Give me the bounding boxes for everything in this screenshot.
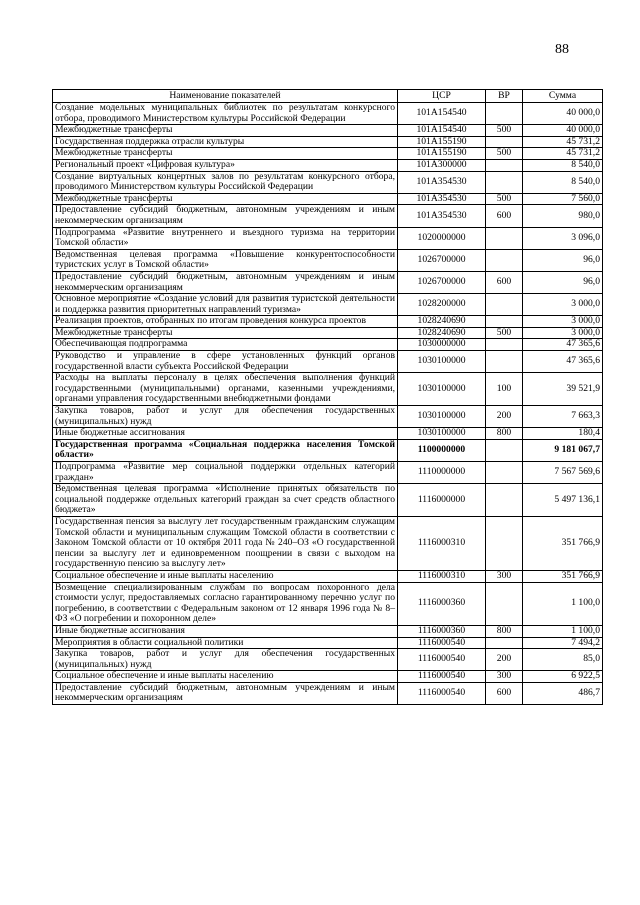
table-row bbox=[53, 649, 603, 671]
row-name-cell: Подпрограмма «Развитие внутреннего и въездного туризма на территории Томской области» bbox=[53, 227, 398, 249]
table-row bbox=[53, 484, 603, 517]
row-vr-cell: 500 bbox=[486, 327, 523, 339]
row-vr-cell: 600 bbox=[486, 682, 523, 704]
row-csr-cell: 1110000000 bbox=[398, 462, 486, 484]
header-csr: ЦСР bbox=[398, 90, 486, 103]
table-row bbox=[53, 671, 603, 683]
table-row bbox=[53, 193, 603, 205]
table-row bbox=[53, 406, 603, 428]
row-sum-cell: 6 922,5 bbox=[523, 671, 603, 683]
table-row bbox=[53, 682, 603, 704]
row-name-cell: Межбюджетные трансферты bbox=[53, 327, 398, 339]
row-name-cell: Предоставление субсидий бюджетным, автономным учреждениям и иным некоммерческим организациям bbox=[53, 271, 398, 293]
row-sum-cell: 7 560,0 bbox=[523, 193, 603, 205]
row-csr-cell: 1028240690 bbox=[398, 327, 486, 339]
header-vr: ВР bbox=[486, 90, 523, 103]
row-vr-cell: 500 bbox=[486, 148, 523, 160]
table-row bbox=[53, 327, 603, 339]
row-sum-cell: 45 731,2 bbox=[523, 136, 603, 148]
row-vr-cell: 300 bbox=[486, 570, 523, 582]
table-row bbox=[53, 136, 603, 148]
row-vr-cell: 500 bbox=[486, 193, 523, 205]
row-vr-cell bbox=[486, 316, 523, 328]
row-csr-cell: 1116000310 bbox=[398, 516, 486, 570]
row-vr-cell bbox=[486, 249, 523, 271]
row-vr-cell bbox=[486, 339, 523, 351]
row-name-cell: Межбюджетные трансферты bbox=[53, 193, 398, 205]
row-csr-cell: 1030100000 bbox=[398, 351, 486, 373]
row-csr-cell: 1116000540 bbox=[398, 682, 486, 704]
row-csr-cell: 101A154540 bbox=[398, 103, 486, 125]
row-csr-cell: 1030100000 bbox=[398, 406, 486, 428]
row-vr-cell bbox=[486, 637, 523, 649]
row-sum-cell: 96,0 bbox=[523, 249, 603, 271]
row-sum-cell: 1 100,0 bbox=[523, 625, 603, 637]
table-row bbox=[53, 439, 603, 461]
table-row bbox=[53, 428, 603, 440]
row-vr-cell bbox=[486, 484, 523, 517]
row-csr-cell: 1116000360 bbox=[398, 582, 486, 625]
row-vr-cell: 500 bbox=[486, 125, 523, 137]
row-vr-cell: 100 bbox=[486, 373, 523, 406]
row-name-cell: Социальное обеспечение и иные выплаты населению bbox=[53, 671, 398, 683]
header-name: Наименование показателей bbox=[53, 90, 398, 103]
table-row bbox=[53, 294, 603, 316]
row-name-cell: Обеспечивающая подпрограмма bbox=[53, 339, 398, 351]
row-csr-cell: 1116000000 bbox=[398, 484, 486, 517]
row-sum-cell: 5 497 136,1 bbox=[523, 484, 603, 517]
row-sum-cell: 7 663,3 bbox=[523, 406, 603, 428]
row-vr-cell bbox=[486, 159, 523, 171]
table-row bbox=[53, 249, 603, 271]
row-name-cell: Основное мероприятие «Создание условий для развития туристской деятельности и поддержка развития приоритетных направлений туризма» bbox=[53, 294, 398, 316]
table-row bbox=[53, 462, 603, 484]
row-name-cell: Закупка товаров, работ и услуг для обеспечения государственных (муниципальных) нужд bbox=[53, 406, 398, 428]
table-row bbox=[53, 159, 603, 171]
table-row bbox=[53, 103, 603, 125]
row-csr-cell: 1030000000 bbox=[398, 339, 486, 351]
row-sum-cell: 40 000,0 bbox=[523, 125, 603, 137]
row-csr-cell: 101A300000 bbox=[398, 159, 486, 171]
row-name-cell: Иные бюджетные ассигнования bbox=[53, 428, 398, 440]
row-name-cell: Государственная пенсия за выслугу лет государственным гражданским служащим Томской области и муниципальным служащим Томской области в соответствии с Законом Томской области от 10 октября 2011 года № 240–ОЗ «О государственной пенсии за выслугу лет и единовременном поощрении в связи с выходом на государственную пенсию за выслугу лет» bbox=[53, 516, 398, 570]
row-sum-cell: 9 181 067,7 bbox=[523, 439, 603, 461]
row-vr-cell: 200 bbox=[486, 649, 523, 671]
row-sum-cell: 180,4 bbox=[523, 428, 603, 440]
row-sum-cell: 85,0 bbox=[523, 649, 603, 671]
row-csr-cell: 1116000360 bbox=[398, 625, 486, 637]
row-name-cell: Расходы на выплаты персоналу в целях обеспечения выполнения функций государственными (муниципальными) органами, казенными учреждениями, органами управления государственными внебюджетными фондами bbox=[53, 373, 398, 406]
table-body bbox=[53, 103, 603, 705]
row-vr-cell bbox=[486, 439, 523, 461]
row-sum-cell: 47 365,6 bbox=[523, 339, 603, 351]
table-row bbox=[53, 339, 603, 351]
row-sum-cell: 3 000,0 bbox=[523, 327, 603, 339]
table-row bbox=[53, 271, 603, 293]
row-name-cell: Социальное обеспечение и иные выплаты населению bbox=[53, 570, 398, 582]
page-number: 88 bbox=[555, 42, 569, 57]
row-csr-cell: 101A155190 bbox=[398, 148, 486, 160]
table-row bbox=[53, 125, 603, 137]
row-sum-cell: 40 000,0 bbox=[523, 103, 603, 125]
row-csr-cell: 1116000310 bbox=[398, 570, 486, 582]
row-csr-cell: 101A354530 bbox=[398, 193, 486, 205]
table-header-row bbox=[53, 90, 603, 103]
row-name-cell: Иные бюджетные ассигнования bbox=[53, 625, 398, 637]
row-vr-cell bbox=[486, 103, 523, 125]
row-vr-cell bbox=[486, 351, 523, 373]
row-name-cell: Предоставление субсидий бюджетным, автономным учреждениям и иным некоммерческим организациям bbox=[53, 682, 398, 704]
row-name-cell: Возмещение специализированным службам по вопросам похоронного дела стоимости услуг, предоставляемых согласно гарантированному перечню услуг по погребению, в соответствии с Федеральным законом от 12 января 1996 года № 8–ФЗ «О погребении и похоронном деле» bbox=[53, 582, 398, 625]
row-sum-cell: 1 100,0 bbox=[523, 582, 603, 625]
row-name-cell: Ведомственная целевая программа «Исполнение принятых обязательств по социальной поддержке отдельных категорий граждан за счет средств областного бюджета» bbox=[53, 484, 398, 517]
row-csr-cell: 1116000540 bbox=[398, 637, 486, 649]
row-vr-cell bbox=[486, 462, 523, 484]
row-vr-cell: 200 bbox=[486, 406, 523, 428]
row-vr-cell bbox=[486, 227, 523, 249]
row-sum-cell: 8 540,0 bbox=[523, 171, 603, 193]
row-csr-cell: 1030100000 bbox=[398, 373, 486, 406]
row-vr-cell bbox=[486, 171, 523, 193]
table-row bbox=[53, 351, 603, 373]
row-sum-cell: 351 766,9 bbox=[523, 516, 603, 570]
row-name-cell: Государственная поддержка отрасли культуры bbox=[53, 136, 398, 148]
row-name-cell: Создание виртуальных концертных залов по результатам конкурсного отбора, проводимого Министерством культуры Российской Федерации bbox=[53, 171, 398, 193]
row-name-cell: Мероприятия в области социальной политики bbox=[53, 637, 398, 649]
row-csr-cell: 101A354530 bbox=[398, 205, 486, 227]
row-csr-cell: 1028240690 bbox=[398, 316, 486, 328]
row-csr-cell: 1020000000 bbox=[398, 227, 486, 249]
row-csr-cell: 1026700000 bbox=[398, 271, 486, 293]
row-vr-cell bbox=[486, 294, 523, 316]
table-row bbox=[53, 516, 603, 570]
row-name-cell: Межбюджетные трансферты bbox=[53, 125, 398, 137]
row-sum-cell: 45 731,2 bbox=[523, 148, 603, 160]
table-row bbox=[53, 227, 603, 249]
row-sum-cell: 351 766,9 bbox=[523, 570, 603, 582]
row-csr-cell: 1030100000 bbox=[398, 428, 486, 440]
table-row bbox=[53, 171, 603, 193]
header-sum: Сумма bbox=[523, 90, 603, 103]
row-sum-cell: 7 567 569,6 bbox=[523, 462, 603, 484]
row-sum-cell: 980,0 bbox=[523, 205, 603, 227]
row-vr-cell: 600 bbox=[486, 271, 523, 293]
budget-table bbox=[52, 89, 603, 705]
row-vr-cell: 800 bbox=[486, 428, 523, 440]
row-name-cell: Региональный проект «Цифровая культура» bbox=[53, 159, 398, 171]
table-row bbox=[53, 205, 603, 227]
row-vr-cell bbox=[486, 516, 523, 570]
row-vr-cell bbox=[486, 582, 523, 625]
table-row bbox=[53, 625, 603, 637]
table-row bbox=[53, 582, 603, 625]
row-sum-cell: 7 494,2 bbox=[523, 637, 603, 649]
row-csr-cell: 1028200000 bbox=[398, 294, 486, 316]
row-csr-cell: 101A154540 bbox=[398, 125, 486, 137]
row-name-cell: Ведомственная целевая программа «Повышение конкурентоспособности туристских услуг в Томской области» bbox=[53, 249, 398, 271]
row-name-cell: Межбюджетные трансферты bbox=[53, 148, 398, 160]
row-sum-cell: 8 540,0 bbox=[523, 159, 603, 171]
row-csr-cell: 1100000000 bbox=[398, 439, 486, 461]
row-sum-cell: 3 000,0 bbox=[523, 294, 603, 316]
row-csr-cell: 1026700000 bbox=[398, 249, 486, 271]
row-csr-cell: 101A354530 bbox=[398, 171, 486, 193]
row-vr-cell: 800 bbox=[486, 625, 523, 637]
row-csr-cell: 1116000540 bbox=[398, 671, 486, 683]
row-name-cell: Руководство и управление в сфере установленных функций органов государственной власти субъекта Российской Федерации bbox=[53, 351, 398, 373]
table-row bbox=[53, 373, 603, 406]
row-csr-cell: 101A155190 bbox=[398, 136, 486, 148]
row-vr-cell: 600 bbox=[486, 205, 523, 227]
row-vr-cell: 300 bbox=[486, 671, 523, 683]
row-csr-cell: 1116000540 bbox=[398, 649, 486, 671]
row-name-cell: Подпрограмма «Развитие мер социальной поддержки отдельных категорий граждан» bbox=[53, 462, 398, 484]
row-sum-cell: 39 521,9 bbox=[523, 373, 603, 406]
row-sum-cell: 96,0 bbox=[523, 271, 603, 293]
row-name-cell: Государственная программа «Социальная поддержка населения Томской области» bbox=[53, 439, 398, 461]
row-sum-cell: 3 000,0 bbox=[523, 316, 603, 328]
row-name-cell: Закупка товаров, работ и услуг для обеспечения государственных (муниципальных) нужд bbox=[53, 649, 398, 671]
table-row bbox=[53, 148, 603, 160]
table-row bbox=[53, 637, 603, 649]
table-row bbox=[53, 316, 603, 328]
row-sum-cell: 486,7 bbox=[523, 682, 603, 704]
row-sum-cell: 47 365,6 bbox=[523, 351, 603, 373]
row-sum-cell: 3 096,0 bbox=[523, 227, 603, 249]
row-vr-cell bbox=[486, 136, 523, 148]
table-row bbox=[53, 570, 603, 582]
row-name-cell: Предоставление субсидий бюджетным, автономным учреждениям и иным некоммерческим организациям bbox=[53, 205, 398, 227]
row-name-cell: Создание модельных муниципальных библиотек по результатам конкурсного отбора, проводимого Министерством культуры Российской Федерации bbox=[53, 103, 398, 125]
row-name-cell: Реализация проектов, отобранных по итогам проведения конкурса проектов bbox=[53, 316, 398, 328]
